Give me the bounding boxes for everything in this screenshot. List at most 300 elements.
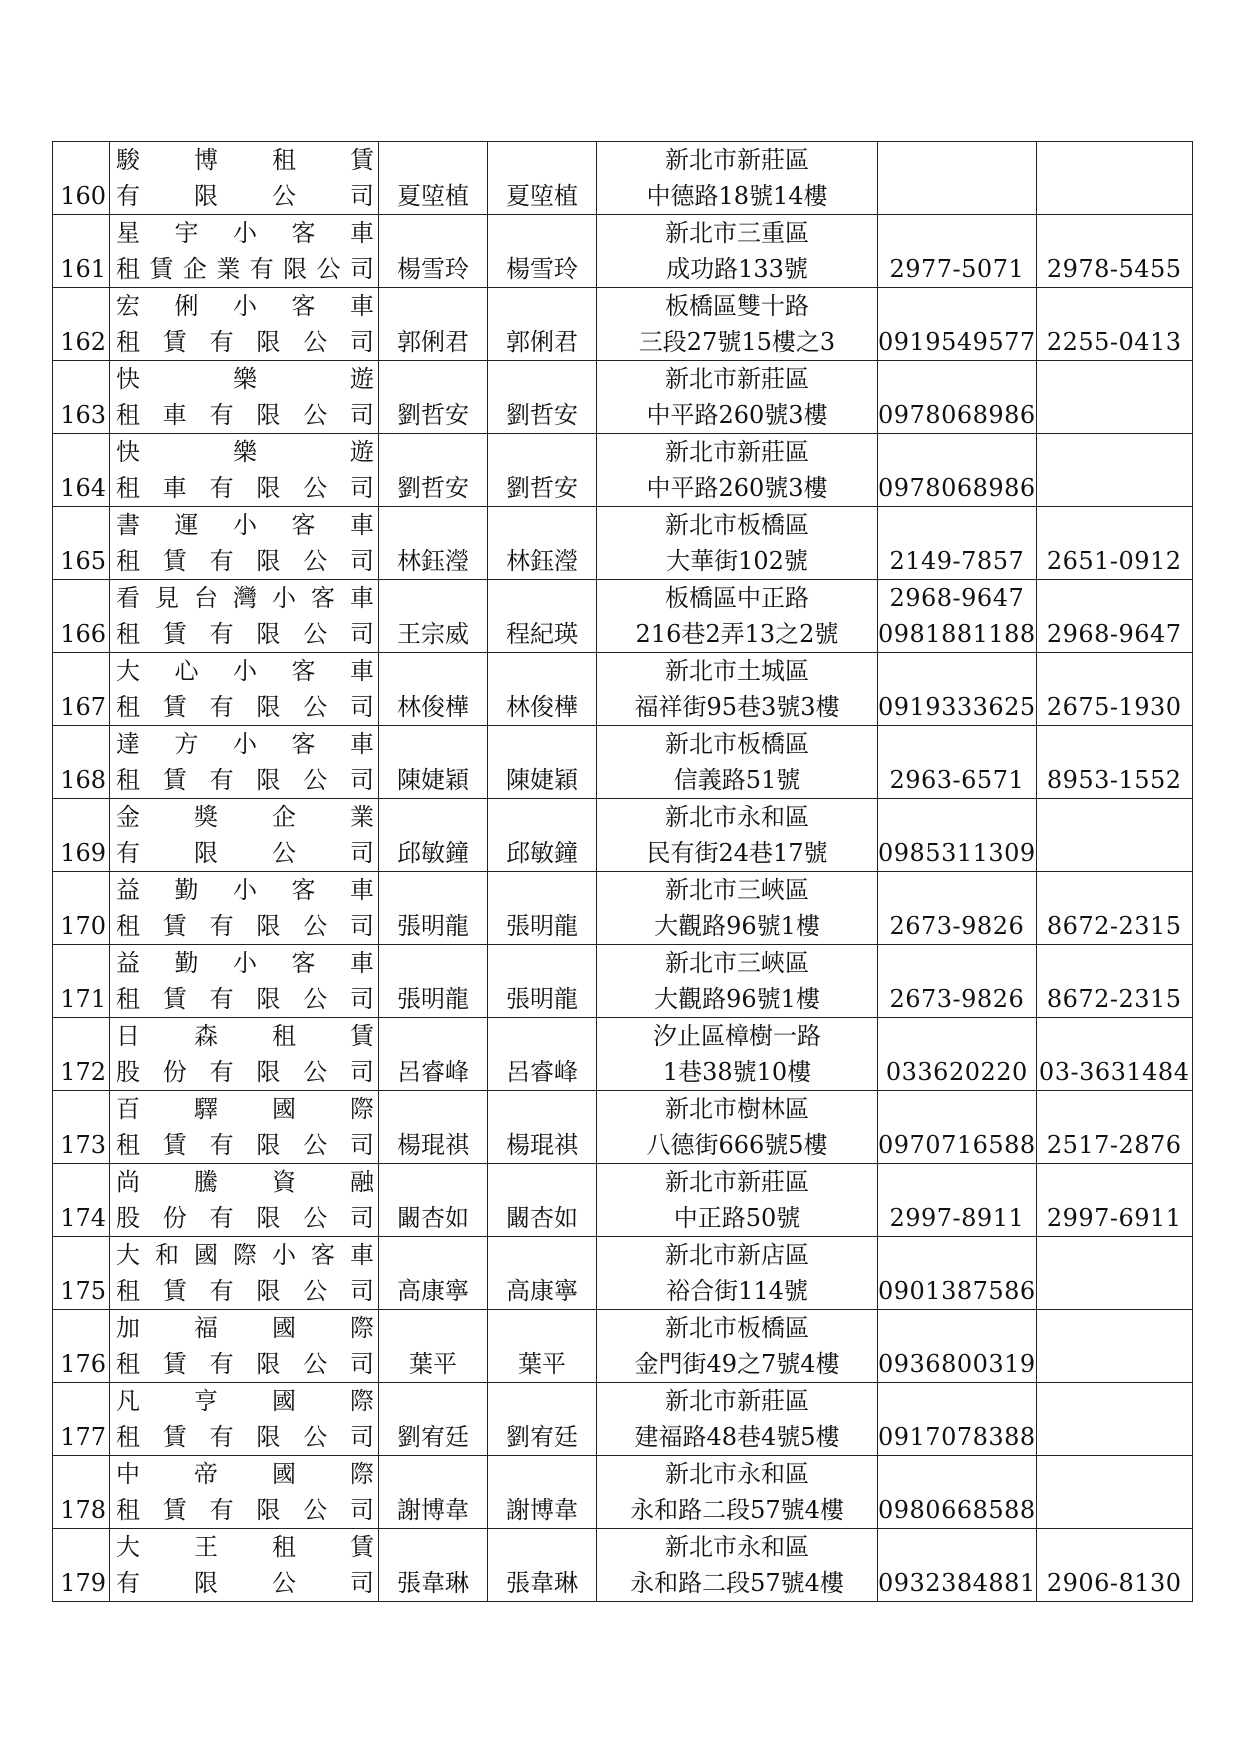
owner-name: 林俊樺 <box>397 693 469 721</box>
address-cell <box>597 142 878 215</box>
agent-cell <box>488 1018 597 1091</box>
agent-name: 張韋琳 <box>506 1569 578 1597</box>
owner-cell <box>379 872 488 945</box>
company-name-line-2: 租 賃 有 限 公 司 <box>116 912 374 940</box>
fax-number: 8672-2315 <box>1046 912 1182 940</box>
address-line-1: 新北市板橋區 <box>665 1314 809 1342</box>
fax-number: 2978-5455 <box>1046 255 1182 283</box>
phone-line-2: 0978068986 <box>878 401 1036 429</box>
agent-name: 闞杏如 <box>506 1204 578 1232</box>
address-cell <box>597 361 878 434</box>
company-name-line-2: 股 份 有 限 公 司 <box>116 1204 374 1232</box>
address-line-2: 八德街666號5樓 <box>646 1131 828 1159</box>
phone-cell <box>878 872 1037 945</box>
company-name-cell <box>110 799 379 872</box>
agent-name: 呂睿峰 <box>506 1058 578 1086</box>
owner-name: 劉宥廷 <box>397 1423 469 1451</box>
fax-cell <box>1036 1164 1192 1237</box>
phone-line-2: 0917078388 <box>878 1423 1036 1451</box>
address-cell <box>597 1456 878 1529</box>
fax-cell <box>1036 1237 1192 1310</box>
owner-cell <box>379 215 488 288</box>
phone-cell <box>878 1237 1037 1310</box>
phone-line-1 <box>878 1456 1036 1492</box>
agent-name: 張明龍 <box>506 912 578 940</box>
row-number-cell <box>53 726 110 799</box>
agent-cell <box>488 215 597 288</box>
fax-number <box>1037 1273 1192 1309</box>
company-name-line-1: 快 樂 遊 <box>116 438 374 466</box>
address-cell <box>597 1237 878 1310</box>
owner-name: 夏埅植 <box>397 182 469 210</box>
agent-name: 高康寧 <box>506 1277 578 1305</box>
owner-cell <box>379 580 488 653</box>
company-name-line-2: 租 賃 有 限 公 司 <box>116 620 374 648</box>
row-number: 174 <box>60 1204 106 1232</box>
phone-cell <box>878 142 1037 215</box>
company-name-cell <box>110 1456 379 1529</box>
row-number-cell <box>53 361 110 434</box>
agent-cell <box>488 1091 597 1164</box>
phone-cell <box>878 288 1037 361</box>
agent-cell <box>488 1529 597 1602</box>
phone-line-2: 0981881188 <box>878 620 1036 648</box>
address-line-1: 新北市新莊區 <box>665 1168 809 1196</box>
phone-cell <box>878 1310 1037 1383</box>
phone-line-2: 2997-8911 <box>889 1204 1025 1232</box>
address-line-1: 新北市新莊區 <box>665 438 809 466</box>
owner-name: 楊琨祺 <box>397 1131 469 1159</box>
company-name-line-2: 租 賃 有 限 公 司 <box>116 693 374 721</box>
address-line-2: 建福路48巷4號5樓 <box>634 1423 840 1451</box>
fax-cell <box>1036 215 1192 288</box>
owner-name: 呂睿峰 <box>397 1058 469 1086</box>
agent-name: 程紀瑛 <box>506 620 578 648</box>
company-name-cell <box>110 872 379 945</box>
company-name-line-2: 租 賃 有 限 公 司 <box>116 766 374 794</box>
fax-cell <box>1036 1018 1192 1091</box>
row-number-cell <box>53 799 110 872</box>
company-name-cell <box>110 1529 379 1602</box>
row-number-cell <box>53 1310 110 1383</box>
phone-line-2 <box>878 178 1036 214</box>
fax-number: 2255-0413 <box>1046 328 1182 356</box>
phone-line-2: 0978068986 <box>878 474 1036 502</box>
company-name-line-2: 租 賃 有 限 公 司 <box>116 1350 374 1378</box>
company-name-line-1: 中 帝 國 際 <box>116 1460 374 1488</box>
owner-cell <box>379 1456 488 1529</box>
table-row <box>53 507 1193 580</box>
table-row <box>53 288 1193 361</box>
address-line-2: 中正路50號 <box>673 1204 801 1232</box>
agent-name: 楊琨祺 <box>506 1131 578 1159</box>
row-number-cell <box>53 1237 110 1310</box>
fax-number <box>1037 835 1192 871</box>
company-name-cell <box>110 1164 379 1237</box>
address-line-2: 大觀路96號1樓 <box>654 985 820 1013</box>
address-cell <box>597 1091 878 1164</box>
company-name-cell <box>110 288 379 361</box>
fax-cell <box>1036 580 1192 653</box>
fax-number <box>1037 1419 1192 1455</box>
company-name-line-1: 日 森 租 賃 <box>116 1022 374 1050</box>
phone-cell <box>878 945 1037 1018</box>
address-cell <box>597 1383 878 1456</box>
rental-company-table <box>52 141 1193 1602</box>
address-line-2: 福祥街95巷3號3樓 <box>634 693 840 721</box>
row-number-cell <box>53 1018 110 1091</box>
address-line-1: 板橋區雙十路 <box>665 292 809 320</box>
company-name-line-2: 租 賃 有 限 公 司 <box>116 1131 374 1159</box>
phone-line-2: 033620220 <box>885 1058 1028 1086</box>
row-number: 163 <box>60 401 106 429</box>
address-line-2: 裕合街114號 <box>666 1277 808 1305</box>
table-row <box>53 1237 1193 1310</box>
address-line-1: 新北市新莊區 <box>665 146 809 174</box>
table-row <box>53 872 1193 945</box>
phone-line-1 <box>878 1529 1036 1565</box>
fax-number: 2968-9647 <box>1046 620 1182 648</box>
agent-name: 陳婕穎 <box>506 766 578 794</box>
fax-number: 8953-1552 <box>1046 766 1182 794</box>
agent-name: 劉哲安 <box>506 401 578 429</box>
row-number: 169 <box>60 839 106 867</box>
phone-line-1 <box>878 288 1036 324</box>
phone-cell <box>878 361 1037 434</box>
owner-cell <box>379 1237 488 1310</box>
fax-cell <box>1036 507 1192 580</box>
table-row <box>53 580 1193 653</box>
company-name-line-1: 大 心 小 客 車 <box>116 657 374 685</box>
row-number: 175 <box>60 1277 106 1305</box>
row-number: 168 <box>60 766 106 794</box>
table-row <box>53 1456 1193 1529</box>
address-line-1: 新北市永和區 <box>665 803 809 831</box>
table-row <box>53 1018 1193 1091</box>
address-line-2: 永和路二段57號4樓 <box>630 1496 844 1524</box>
phone-cell <box>878 1383 1037 1456</box>
address-line-1: 新北市三峽區 <box>665 949 809 977</box>
phone-line-1 <box>878 1164 1036 1200</box>
company-name-line-1: 看 見 台 灣 小 客 車 <box>116 584 374 612</box>
address-cell <box>597 726 878 799</box>
row-number-cell <box>53 507 110 580</box>
address-cell <box>597 215 878 288</box>
company-name-line-1: 大 和 國 際 小 客 車 <box>116 1241 374 1269</box>
address-line-2: 三段27號15樓之3 <box>638 328 836 356</box>
agent-cell <box>488 288 597 361</box>
phone-cell <box>878 1091 1037 1164</box>
owner-name: 謝博韋 <box>397 1496 469 1524</box>
agent-cell <box>488 1164 597 1237</box>
phone-line-1 <box>878 799 1036 835</box>
phone-cell <box>878 726 1037 799</box>
fax-number: 2906-8130 <box>1046 1569 1182 1597</box>
company-name-line-2: 租 賃 有 限 公 司 <box>116 1496 374 1524</box>
company-name-line-1: 加 福 國 際 <box>116 1314 374 1342</box>
owner-cell <box>379 288 488 361</box>
fax-cell <box>1036 799 1192 872</box>
phone-line-1 <box>878 726 1036 762</box>
owner-name: 張明龍 <box>397 985 469 1013</box>
phone-line-1 <box>878 1237 1036 1273</box>
owner-name: 邱敏鐘 <box>397 839 469 867</box>
phone-line-2: 2673-9826 <box>889 912 1025 940</box>
agent-cell <box>488 142 597 215</box>
company-name-cell <box>110 1383 379 1456</box>
address-line-2: 成功路133號 <box>666 255 808 283</box>
row-number-cell <box>53 945 110 1018</box>
phone-line-1 <box>878 1383 1036 1419</box>
phone-line-2: 0985311309 <box>878 839 1036 867</box>
agent-cell <box>488 580 597 653</box>
phone-line-2: 2149-7857 <box>889 547 1025 575</box>
row-number: 173 <box>60 1131 106 1159</box>
address-line-2: 大華街102號 <box>666 547 808 575</box>
row-number: 178 <box>60 1496 106 1524</box>
owner-name: 張韋琳 <box>397 1569 469 1597</box>
table-row <box>53 1383 1193 1456</box>
table-row <box>53 361 1193 434</box>
address-cell <box>597 434 878 507</box>
company-name-line-2: 租 賃 有 限 公 司 <box>116 1277 374 1305</box>
address-line-2: 民有街24巷17號 <box>646 839 828 867</box>
owner-name: 郭俐君 <box>397 328 469 356</box>
phone-cell <box>878 580 1037 653</box>
row-number: 167 <box>60 693 106 721</box>
phone-line-2: 0919549577 <box>878 328 1036 356</box>
row-number-cell <box>53 142 110 215</box>
agent-cell <box>488 945 597 1018</box>
fax-number: 2675-1930 <box>1046 693 1182 721</box>
phone-line-2: 0980668588 <box>878 1496 1036 1524</box>
row-number-cell <box>53 872 110 945</box>
company-name-line-1: 金 獎 企 業 <box>116 803 374 831</box>
phone-line-2: 0932384881 <box>878 1569 1036 1597</box>
company-name-line-2: 租 賃 有 限 公 司 <box>116 328 374 356</box>
company-name-line-1: 尚 騰 資 融 <box>116 1168 374 1196</box>
fax-cell <box>1036 1091 1192 1164</box>
fax-number: 8672-2315 <box>1046 985 1182 1013</box>
address-cell <box>597 872 878 945</box>
address-line-1: 汐止區樟樹一路 <box>653 1022 821 1050</box>
agent-name: 邱敏鐘 <box>506 839 578 867</box>
row-number-cell <box>53 580 110 653</box>
fax-cell <box>1036 288 1192 361</box>
company-name-line-2: 有 限 公 司 <box>116 1569 374 1597</box>
address-cell <box>597 1164 878 1237</box>
row-number-cell <box>53 1383 110 1456</box>
phone-line-2: 2977-5071 <box>889 255 1025 283</box>
company-name-line-1: 達 方 小 客 車 <box>116 730 374 758</box>
phone-line-2: 0901387586 <box>878 1277 1036 1305</box>
table-row <box>53 215 1193 288</box>
table-body <box>53 142 1193 1602</box>
company-name-line-1: 駿 博 租 賃 <box>116 146 374 174</box>
company-name-cell <box>110 142 379 215</box>
agent-cell <box>488 1383 597 1456</box>
fax-cell <box>1036 142 1192 215</box>
phone-line-2: 0970716588 <box>878 1131 1036 1159</box>
table-row <box>53 1529 1193 1602</box>
agent-cell <box>488 361 597 434</box>
phone-line-1 <box>878 1310 1036 1346</box>
row-number: 166 <box>60 620 106 648</box>
row-number-cell <box>53 653 110 726</box>
address-cell <box>597 1018 878 1091</box>
company-name-line-1: 書 運 小 客 車 <box>116 511 374 539</box>
phone-line-1 <box>878 507 1036 543</box>
address-line-1: 新北市板橋區 <box>665 511 809 539</box>
company-name-cell <box>110 1310 379 1383</box>
phone-line-2: 0919333625 <box>878 693 1036 721</box>
phone-cell <box>878 215 1037 288</box>
row-number: 172 <box>60 1058 106 1086</box>
owner-name: 楊雪玲 <box>397 255 469 283</box>
fax-cell <box>1036 653 1192 726</box>
fax-number <box>1037 178 1192 214</box>
company-name-line-2: 租 車 有 限 公 司 <box>116 474 374 502</box>
fax-cell <box>1036 1383 1192 1456</box>
company-name-line-2: 租 賃 企 業 有 限 公 司 <box>116 255 374 283</box>
address-cell <box>597 507 878 580</box>
agent-name: 劉宥廷 <box>506 1423 578 1451</box>
owner-name: 闞杏如 <box>397 1204 469 1232</box>
phone-cell <box>878 434 1037 507</box>
company-name-cell <box>110 507 379 580</box>
owner-cell <box>379 799 488 872</box>
phone-cell <box>878 1164 1037 1237</box>
phone-line-1 <box>878 945 1036 981</box>
fax-cell <box>1036 726 1192 799</box>
agent-cell <box>488 434 597 507</box>
owner-cell <box>379 1091 488 1164</box>
agent-cell <box>488 507 597 580</box>
fax-cell <box>1036 1456 1192 1529</box>
phone-line-1 <box>878 1091 1036 1127</box>
phone-line-1 <box>878 361 1036 397</box>
row-number-cell <box>53 288 110 361</box>
company-name-cell <box>110 945 379 1018</box>
address-cell <box>597 288 878 361</box>
address-line-1: 新北市樹林區 <box>665 1095 809 1123</box>
row-number-cell <box>53 215 110 288</box>
table-row <box>53 142 1193 215</box>
address-cell <box>597 1310 878 1383</box>
owner-cell <box>379 142 488 215</box>
agent-name: 謝博韋 <box>506 1496 578 1524</box>
row-number: 176 <box>60 1350 106 1378</box>
phone-line-1: 2968-9647 <box>889 584 1025 612</box>
fax-number <box>1037 397 1192 433</box>
company-name-cell <box>110 653 379 726</box>
fax-number: 2517-2876 <box>1046 1131 1182 1159</box>
owner-cell <box>379 653 488 726</box>
table-row <box>53 1164 1193 1237</box>
address-line-2: 中德路18號14樓 <box>646 182 828 210</box>
phone-line-2: 2673-9826 <box>889 985 1025 1013</box>
owner-cell <box>379 434 488 507</box>
row-number: 164 <box>60 474 106 502</box>
row-number: 179 <box>60 1569 106 1597</box>
address-line-2: 永和路二段57號4樓 <box>630 1569 844 1597</box>
phone-cell <box>878 1529 1037 1602</box>
fax-cell <box>1036 1310 1192 1383</box>
address-line-2: 中平路260號3樓 <box>646 474 828 502</box>
row-number: 171 <box>60 985 106 1013</box>
address-line-2: 中平路260號3樓 <box>646 401 828 429</box>
address-line-2: 金門街49之7號4樓 <box>634 1350 840 1378</box>
row-number-cell <box>53 1091 110 1164</box>
company-name-cell <box>110 726 379 799</box>
address-cell <box>597 799 878 872</box>
owner-cell <box>379 1383 488 1456</box>
table-row <box>53 653 1193 726</box>
owner-name: 劉哲安 <box>397 401 469 429</box>
company-name-line-1: 益 勤 小 客 車 <box>116 876 374 904</box>
row-number: 160 <box>60 182 106 210</box>
owner-cell <box>379 1164 488 1237</box>
company-name-cell <box>110 1237 379 1310</box>
row-number: 177 <box>60 1423 106 1451</box>
fax-number <box>1037 1492 1192 1528</box>
company-name-line-2: 租 車 有 限 公 司 <box>116 401 374 429</box>
company-name-line-2: 租 賃 有 限 公 司 <box>116 985 374 1013</box>
agent-cell <box>488 1456 597 1529</box>
owner-cell <box>379 507 488 580</box>
fax-number <box>1037 1346 1192 1382</box>
agent-cell <box>488 799 597 872</box>
company-name-cell <box>110 580 379 653</box>
agent-name: 張明龍 <box>506 985 578 1013</box>
owner-name: 高康寧 <box>397 1277 469 1305</box>
company-name-line-2: 租 賃 有 限 公 司 <box>116 1423 374 1451</box>
company-name-cell <box>110 1018 379 1091</box>
agent-cell <box>488 872 597 945</box>
fax-number <box>1037 470 1192 506</box>
company-name-cell <box>110 1091 379 1164</box>
fax-cell <box>1036 361 1192 434</box>
agent-cell <box>488 653 597 726</box>
row-number: 162 <box>60 328 106 356</box>
phone-cell <box>878 507 1037 580</box>
table-row <box>53 1310 1193 1383</box>
agent-name: 夏埅植 <box>506 182 578 210</box>
fax-number: 2651-0912 <box>1046 547 1182 575</box>
owner-name: 劉哲安 <box>397 474 469 502</box>
address-cell <box>597 945 878 1018</box>
phone-line-2: 2963-6571 <box>889 766 1025 794</box>
company-name-line-2: 有 限 公 司 <box>116 839 374 867</box>
company-name-line-1: 百 驛 國 際 <box>116 1095 374 1123</box>
phone-cell <box>878 1456 1037 1529</box>
table-row <box>53 799 1193 872</box>
address-line-2: 大觀路96號1樓 <box>654 912 820 940</box>
owner-cell <box>379 945 488 1018</box>
address-line-1: 新北市新莊區 <box>665 1387 809 1415</box>
address-line-1: 新北市新莊區 <box>665 365 809 393</box>
phone-line-1 <box>878 1018 1036 1054</box>
table-row <box>53 434 1193 507</box>
owner-cell <box>379 1529 488 1602</box>
table-row <box>53 945 1193 1018</box>
agent-name: 楊雪玲 <box>506 255 578 283</box>
company-name-cell <box>110 361 379 434</box>
owner-cell <box>379 361 488 434</box>
phone-cell <box>878 653 1037 726</box>
row-number-cell <box>53 1529 110 1602</box>
company-name-line-1: 凡 亨 國 際 <box>116 1387 374 1415</box>
